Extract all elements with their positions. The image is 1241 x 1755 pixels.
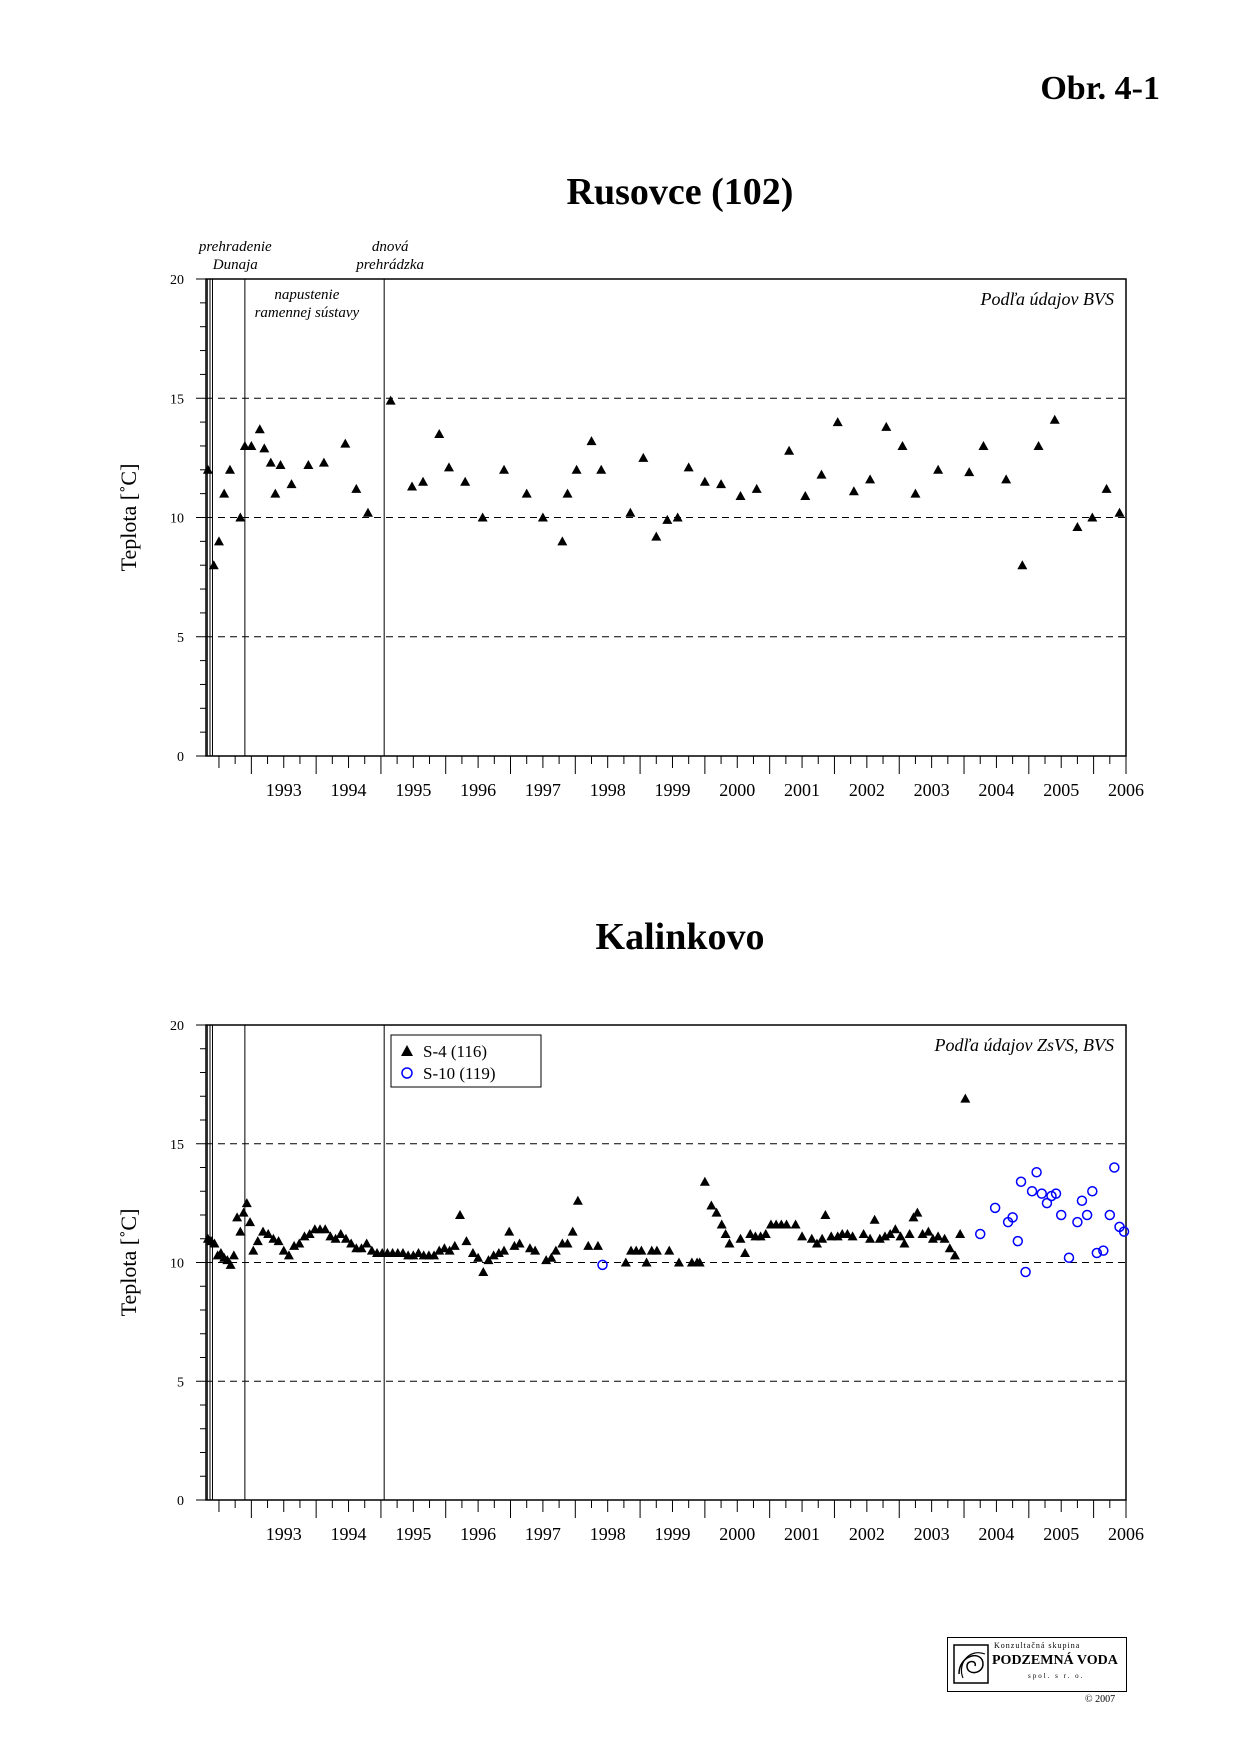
- y-axis-label: Teplota [˚C]: [116, 1208, 141, 1317]
- y-tick-label: 15: [170, 392, 184, 408]
- data-point-triangle: [499, 465, 509, 474]
- data-point-triangle: [235, 1227, 245, 1236]
- data-point-triangle: [583, 1241, 593, 1250]
- data-point-circle: [1057, 1211, 1066, 1220]
- data-point-triangle: [522, 489, 532, 498]
- x-tick-label: 1997: [524, 1524, 561, 1544]
- data-point-triangle: [890, 1224, 900, 1233]
- data-point-triangle: [816, 470, 826, 479]
- x-tick-label: 1994: [330, 780, 367, 800]
- x-tick-label: 1999: [654, 780, 691, 800]
- x-tick-label: 2000: [719, 780, 756, 800]
- event-label: prehrádzka: [356, 257, 425, 273]
- data-point-triangle: [651, 532, 661, 541]
- data-point-triangle: [736, 1234, 746, 1243]
- x-tick-label: 1993: [265, 780, 302, 800]
- data-point-triangle: [279, 1246, 289, 1255]
- data-point-triangle: [684, 462, 694, 471]
- data-point-triangle: [791, 1220, 801, 1229]
- logo-line-3: spol. s r. o.: [1028, 1672, 1085, 1680]
- data-point-triangle: [515, 1239, 525, 1248]
- data-point-circle: [1088, 1187, 1097, 1196]
- data-point-circle: [1110, 1163, 1119, 1172]
- data-point-circle: [1037, 1189, 1046, 1198]
- data-point-triangle: [336, 1229, 346, 1238]
- data-point-triangle: [568, 1227, 578, 1236]
- data-point-triangle: [820, 1210, 830, 1219]
- data-point-triangle: [807, 1234, 817, 1243]
- data-point-triangle: [978, 441, 988, 450]
- event-label: dnová: [371, 239, 409, 255]
- y-tick-label: 5: [177, 1375, 184, 1391]
- data-point-triangle: [945, 1243, 955, 1252]
- data-point-triangle: [557, 536, 567, 545]
- source-note: Podľa údajov BVS: [980, 289, 1114, 309]
- x-tick-label: 2005: [1043, 780, 1080, 800]
- x-tick-label: 1999: [654, 1524, 691, 1544]
- data-point-triangle: [964, 467, 974, 476]
- data-point-triangle: [1115, 508, 1125, 517]
- data-point-circle: [1064, 1253, 1073, 1262]
- data-point-triangle: [910, 489, 920, 498]
- logo-line-1: Konzultačná skupina: [994, 1641, 1081, 1650]
- data-point-triangle: [319, 458, 329, 467]
- data-point-triangle: [923, 1227, 933, 1236]
- data-point-triangle: [225, 465, 235, 474]
- data-point-triangle: [478, 1267, 488, 1276]
- x-tick-label: 2001: [784, 1524, 821, 1544]
- data-point-triangle: [573, 1196, 583, 1205]
- x-tick-label: 2006: [1108, 1524, 1144, 1544]
- data-point-triangle: [248, 1246, 258, 1255]
- data-point-triangle: [253, 1236, 263, 1245]
- data-point-triangle: [460, 477, 470, 486]
- data-point-triangle: [259, 443, 269, 452]
- data-point-triangle: [229, 1250, 239, 1259]
- data-point-triangle: [362, 1239, 372, 1248]
- y-tick-label: 20: [170, 1019, 184, 1034]
- data-point-triangle: [717, 1220, 727, 1229]
- data-point-circle: [598, 1260, 607, 1269]
- data-point-circle: [1013, 1237, 1022, 1246]
- x-tick-label: 1997: [524, 780, 561, 800]
- data-point-circle: [991, 1203, 1000, 1212]
- data-point-triangle: [1050, 415, 1060, 424]
- chart-title-rusovce: Rusovce (102): [566, 171, 794, 213]
- data-point-triangle: [219, 489, 229, 498]
- data-point-triangle: [662, 515, 672, 524]
- data-point-triangle: [859, 1229, 869, 1238]
- x-tick-label: 1996: [460, 780, 497, 800]
- y-tick-label: 0: [177, 1494, 184, 1509]
- data-point-triangle: [817, 1234, 827, 1243]
- chart-title-kalinkovo: Kalinkovo: [595, 916, 765, 958]
- data-point-triangle: [245, 1217, 255, 1226]
- data-point-triangle: [700, 477, 710, 486]
- chart-kalinkovo: [0, 990, 1241, 1570]
- data-point-triangle: [761, 1229, 771, 1238]
- logo-line-2: PODZEMNÁ VODA: [992, 1653, 1118, 1668]
- x-tick-label: 1996: [460, 1524, 497, 1544]
- data-point-circle: [1083, 1211, 1092, 1220]
- x-tick-label: 1995: [395, 1524, 432, 1544]
- data-point-triangle: [461, 1236, 471, 1245]
- legend-label: S-10 (119): [423, 1064, 496, 1083]
- data-point-triangle: [955, 1229, 965, 1238]
- data-point-triangle: [933, 465, 943, 474]
- data-point-triangle: [960, 1094, 970, 1103]
- data-point-triangle: [865, 474, 875, 483]
- legend-label: S-4 (116): [423, 1042, 488, 1061]
- company-logo: [947, 1637, 1127, 1692]
- data-point-triangle: [504, 1227, 514, 1236]
- x-tick-label: 2001: [784, 780, 821, 800]
- data-point-circle: [1077, 1196, 1086, 1205]
- data-point-triangle: [797, 1231, 807, 1240]
- data-point-triangle: [638, 453, 648, 462]
- chart-rusovce: [0, 230, 1241, 820]
- data-point-triangle: [706, 1201, 716, 1210]
- data-point-triangle: [625, 508, 635, 517]
- x-tick-label: 1995: [395, 780, 432, 800]
- data-point-circle: [1073, 1218, 1082, 1227]
- data-point-triangle: [596, 465, 606, 474]
- logo-emblem-icon: [953, 1644, 989, 1684]
- data-point-triangle: [736, 491, 746, 500]
- data-point-triangle: [933, 1231, 943, 1240]
- data-point-triangle: [586, 436, 596, 445]
- data-point-triangle: [784, 446, 794, 455]
- data-point-triangle: [242, 1198, 252, 1207]
- data-point-triangle: [340, 439, 350, 448]
- x-tick-label: 1998: [589, 1524, 626, 1544]
- y-tick-label: 10: [170, 1256, 184, 1272]
- data-point-circle: [1105, 1211, 1114, 1220]
- data-point-triangle: [450, 1241, 460, 1250]
- y-tick-label: 10: [170, 511, 184, 527]
- data-point-triangle: [1017, 560, 1027, 569]
- data-point-triangle: [752, 484, 762, 493]
- data-point-triangle: [214, 536, 224, 545]
- x-tick-label: 1994: [330, 1524, 367, 1544]
- figure-label: Obr. 4-1: [1040, 70, 1160, 107]
- data-point-triangle: [246, 441, 256, 450]
- source-note: Podľa údajov ZsVS, BVS: [934, 1035, 1114, 1055]
- x-tick-label: 2002: [848, 1524, 885, 1544]
- data-point-circle: [1028, 1187, 1037, 1196]
- data-point-triangle: [1034, 441, 1044, 450]
- x-tick-label: 2004: [978, 1524, 1015, 1544]
- data-point-triangle: [849, 486, 859, 495]
- data-point-triangle: [833, 417, 843, 426]
- data-point-triangle: [905, 1229, 915, 1238]
- x-tick-label: 2004: [978, 780, 1015, 800]
- data-point-triangle: [721, 1229, 731, 1238]
- data-point-triangle: [407, 481, 417, 490]
- data-point-triangle: [255, 424, 265, 433]
- event-label: ramennej sústavy: [254, 305, 360, 321]
- data-point-triangle: [386, 396, 396, 405]
- x-tick-label: 2003: [913, 780, 950, 800]
- data-point-circle: [1021, 1268, 1030, 1277]
- data-point-triangle: [897, 441, 907, 450]
- data-point-triangle: [572, 465, 582, 474]
- data-point-triangle: [716, 479, 726, 488]
- x-tick-label: 1998: [589, 780, 626, 800]
- data-point-triangle: [418, 477, 428, 486]
- data-point-circle: [976, 1230, 985, 1239]
- data-point-triangle: [664, 1246, 674, 1255]
- y-tick-label: 0: [177, 750, 184, 765]
- x-tick-label: 1993: [265, 1524, 302, 1544]
- event-label: napustenie: [274, 287, 340, 303]
- data-point-triangle: [800, 491, 810, 500]
- x-tick-label: 2000: [719, 1524, 756, 1544]
- data-point-triangle: [203, 465, 213, 474]
- data-point-triangle: [1072, 522, 1082, 531]
- data-point-circle: [1032, 1168, 1041, 1177]
- data-point-triangle: [351, 484, 361, 493]
- y-tick-label: 20: [170, 273, 184, 288]
- x-tick-label: 2006: [1108, 780, 1144, 800]
- data-point-triangle: [468, 1248, 478, 1257]
- data-point-circle: [1017, 1177, 1026, 1186]
- data-point-triangle: [287, 479, 297, 488]
- data-point-triangle: [870, 1215, 880, 1224]
- data-point-triangle: [455, 1210, 465, 1219]
- data-point-triangle: [444, 462, 454, 471]
- data-point-triangle: [912, 1208, 922, 1217]
- y-axis-label: Teplota [˚C]: [116, 463, 141, 572]
- data-point-triangle: [266, 458, 276, 467]
- copyright-note: © 2007: [1085, 1694, 1116, 1705]
- data-point-triangle: [276, 460, 286, 469]
- event-label: prehradenie: [198, 239, 272, 255]
- x-tick-label: 2003: [913, 1524, 950, 1544]
- data-point-triangle: [1102, 484, 1112, 493]
- data-point-triangle: [239, 1208, 249, 1217]
- data-point-triangle: [434, 429, 444, 438]
- data-point-triangle: [1001, 474, 1011, 483]
- data-point-triangle: [303, 460, 313, 469]
- data-point-triangle: [499, 1246, 509, 1255]
- data-point-triangle: [563, 489, 573, 498]
- x-tick-label: 2005: [1043, 1524, 1080, 1544]
- data-point-triangle: [740, 1248, 750, 1257]
- x-tick-label: 2002: [848, 780, 885, 800]
- data-point-triangle: [881, 422, 891, 431]
- data-point-triangle: [363, 508, 373, 517]
- data-point-triangle: [270, 489, 280, 498]
- data-point-triangle: [724, 1239, 734, 1248]
- y-tick-label: 15: [170, 1137, 184, 1153]
- event-label: Dunaja: [212, 257, 258, 273]
- data-point-triangle: [593, 1241, 603, 1250]
- y-tick-label: 5: [177, 630, 184, 646]
- data-point-triangle: [700, 1177, 710, 1186]
